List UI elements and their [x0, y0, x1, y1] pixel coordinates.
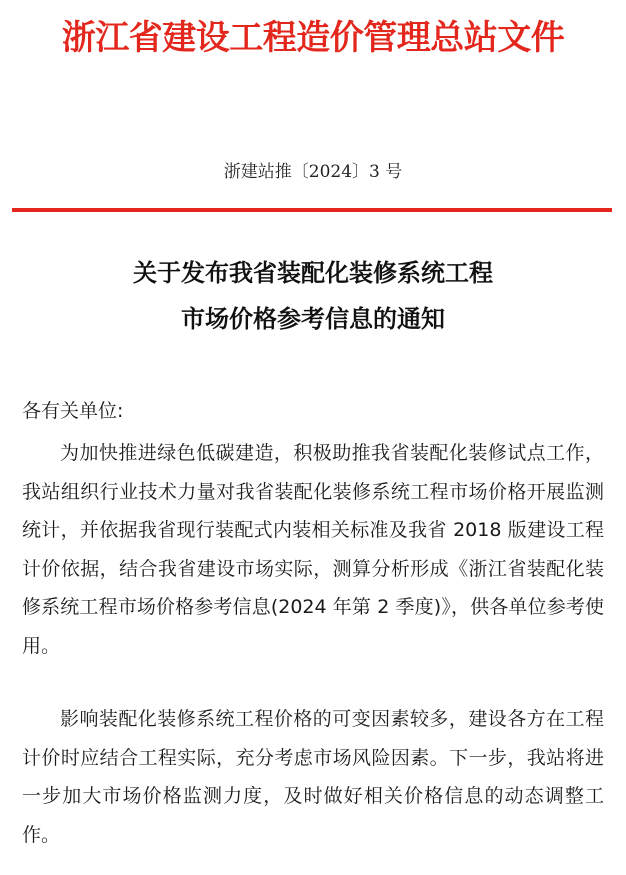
notice-title-line-1: 关于发布我省装配化装修系统工程 [133, 258, 493, 287]
notice-title-line-2: 市场价格参考信息的通知 [181, 304, 445, 333]
red-divider-rule [12, 208, 612, 212]
salutation: 各有关单位: [22, 400, 124, 422]
document-number: 浙建站推〔2024〕3 号 [223, 162, 403, 182]
body-paragraph-1: 为加快推进绿色低碳建造，积极助推我省装配化装修试点工作，我站组织行业技术力量对我省装配化装修系统工程市场价格开展监测统计，并依据我省现行装配式内装相关标准及我省 2018 版建设工程计价依据，结合我省建设市场实际，测算分析形成《浙江省装配化装修系统工程市场价格参考信息(2024 年第 2 季度)》，供各单位参考使用。 [22, 442, 604, 657]
body-paragraph-2: 影响装配化装修系统工程价格的可变因素较多，建设各方在工程计价时应结合工程实际，充分考虑市场风险因素。下一步，我站将进一步加大市场价格监测力度，及时做好相关价格信息的动态调整工作。 [22, 708, 604, 846]
issuer-header-title: 浙江省建设工程造价管理总站文件 [61, 18, 565, 58]
